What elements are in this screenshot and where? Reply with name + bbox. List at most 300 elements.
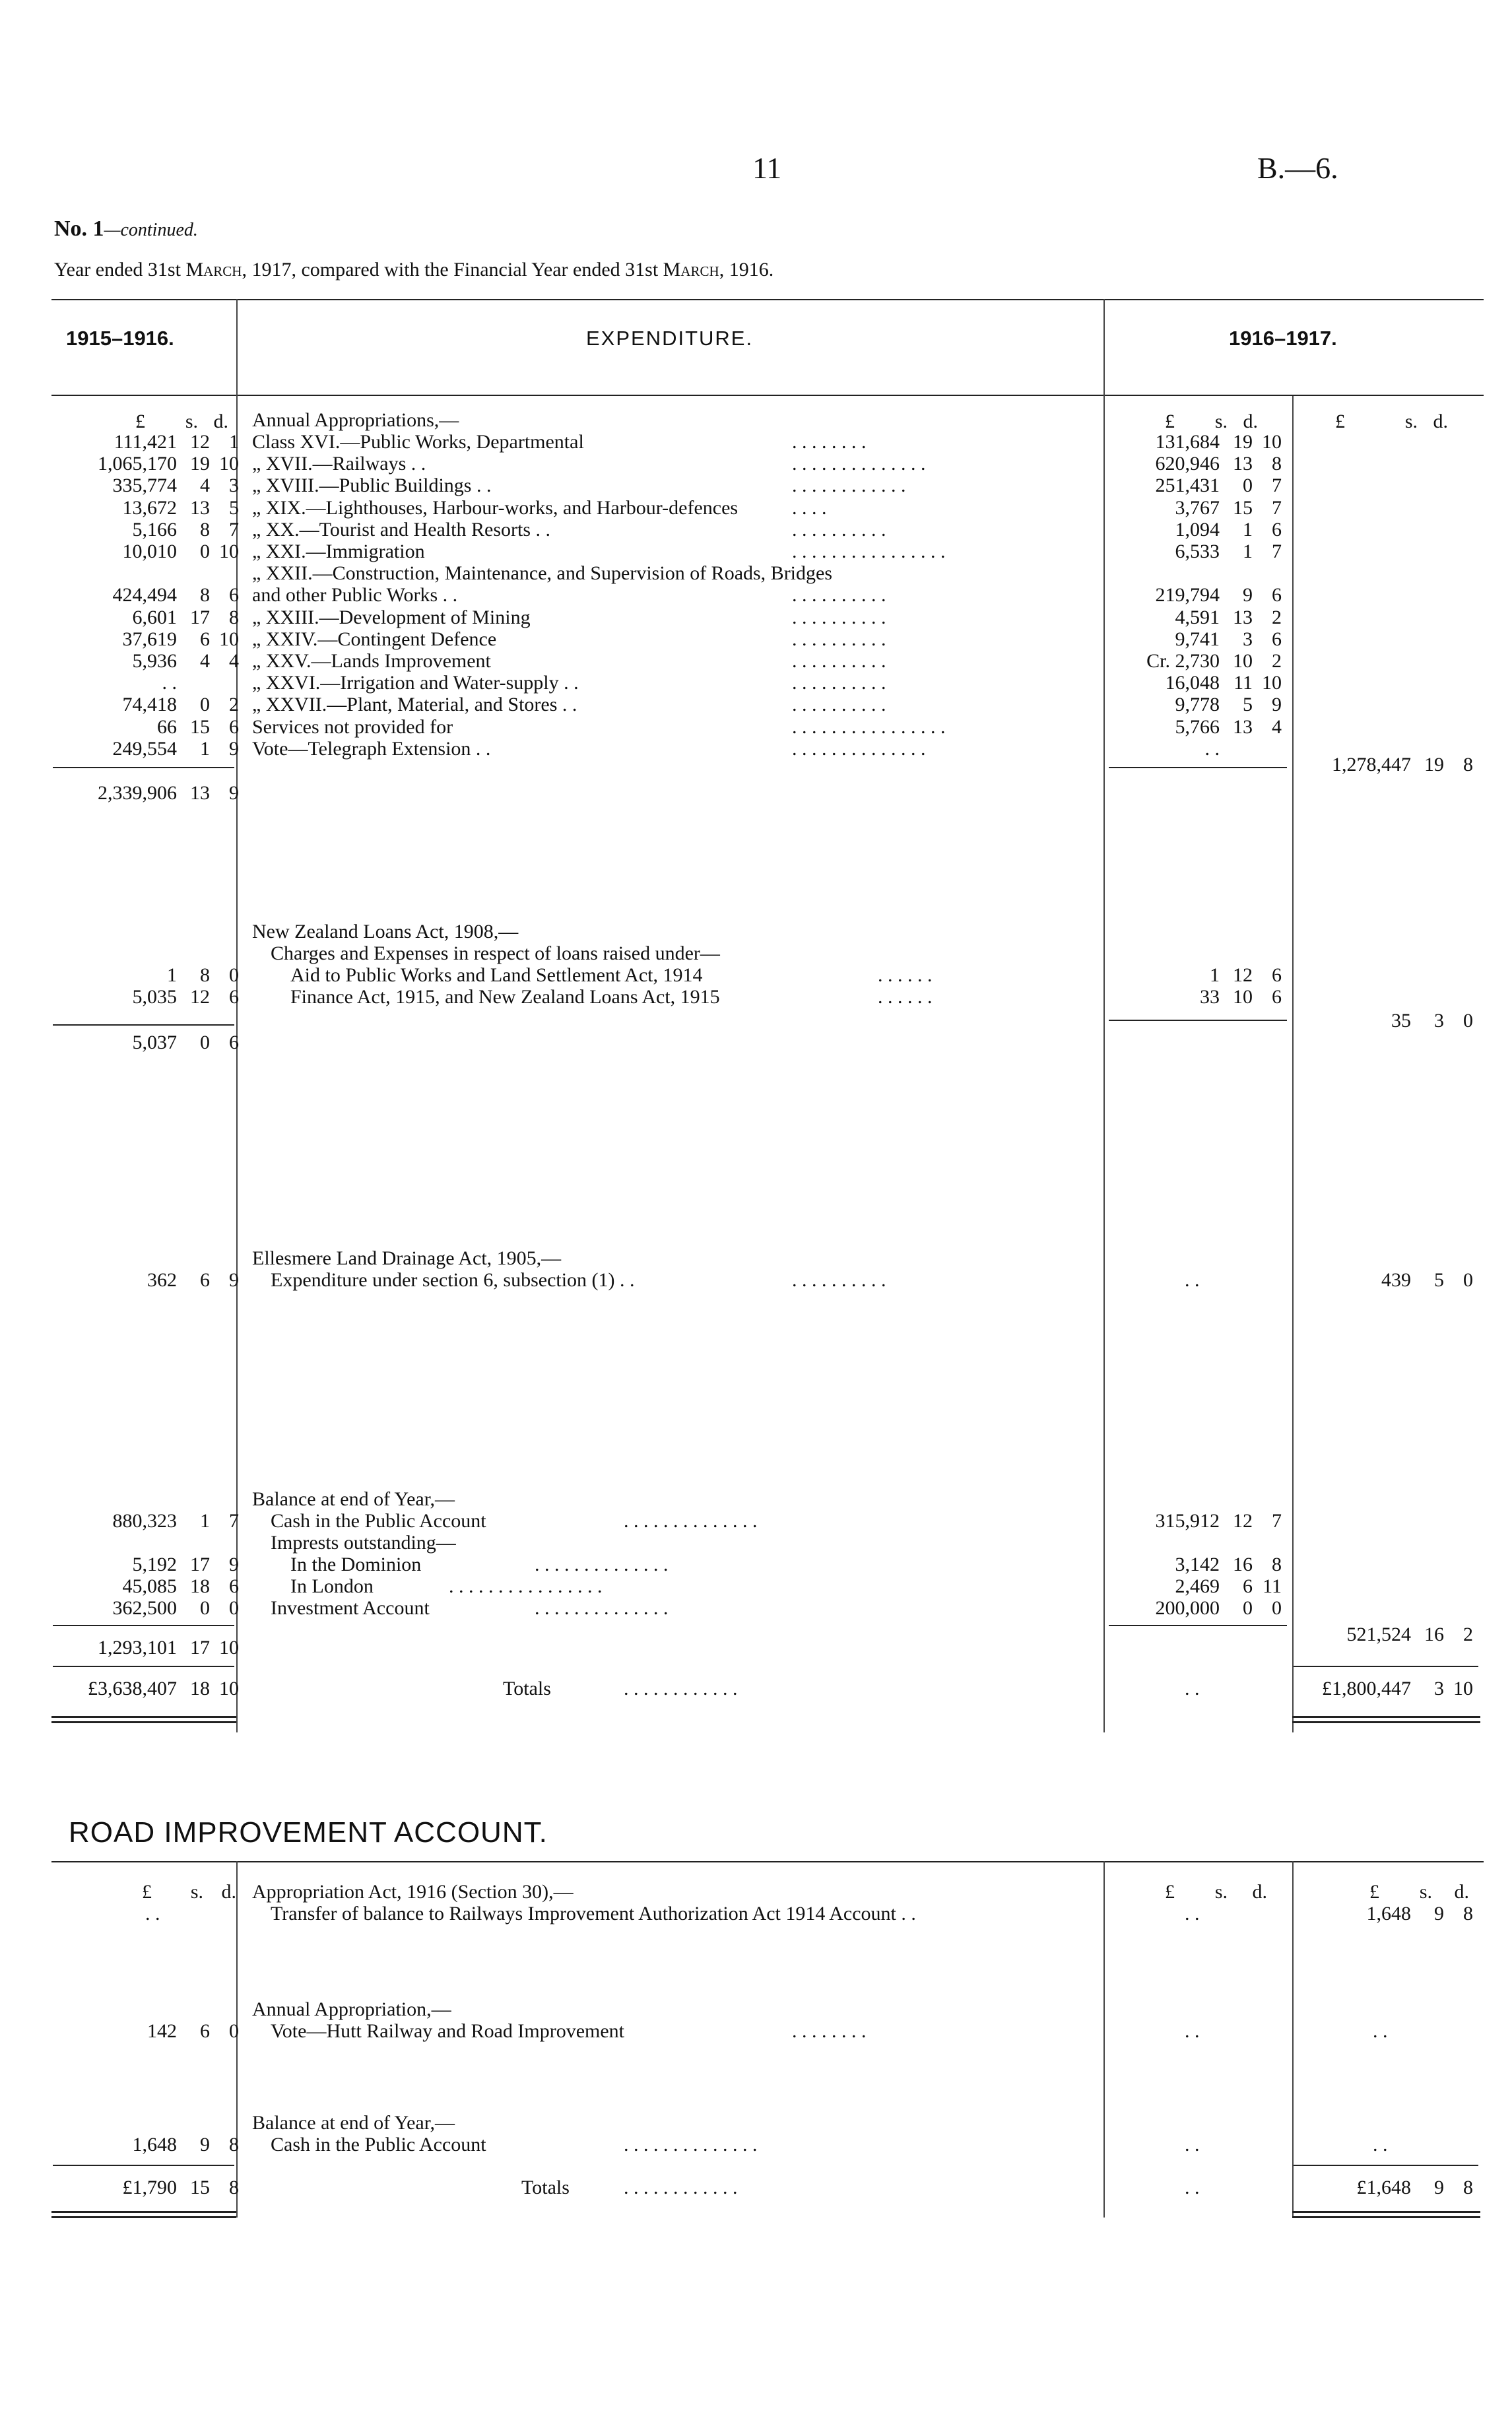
document-reference: B.—6. (1257, 151, 1338, 185)
rule (1292, 1721, 1480, 1723)
amount-pounds: 111,421 (114, 431, 177, 453)
amount-shillings: 8 (200, 964, 210, 986)
amount-pounds: £3,638,407 (88, 1678, 177, 1699)
amount-pounds: 1,293,101 (98, 1637, 177, 1659)
amount-pounds: 880,323 (112, 1510, 177, 1532)
amount-pence: 6 (1272, 964, 1282, 986)
road-annual-curr: . . (1373, 2020, 1388, 2042)
ellesmere-curr-inner: . . (1185, 1269, 1200, 1291)
amount-pence: 10 (1262, 672, 1282, 694)
amount-shillings: 13 (1233, 715, 1253, 738)
amount-shillings: 19 (1233, 431, 1253, 453)
amount-shillings: 5 (1434, 1269, 1444, 1291)
amount-pence: 6 (229, 715, 239, 738)
amount-shillings: 12 (190, 986, 210, 1008)
row-amount-prev (53, 541, 239, 563)
amount-pence: 9 (229, 1269, 239, 1291)
row-amount-curr (1102, 716, 1282, 739)
amount-pounds: 3,767 (1175, 496, 1220, 519)
amount-pence: 10 (219, 1637, 239, 1659)
rule (53, 767, 234, 768)
dominion-prev (53, 1554, 239, 1576)
cash-prev (53, 1510, 239, 1532)
rule (1294, 1666, 1478, 1667)
amount-pence: 0 (1272, 1597, 1282, 1619)
leader-dots: . . . . . . . . . . (792, 672, 886, 694)
subtitle-month: March (663, 259, 719, 280)
amount-shillings: 6 (200, 2020, 210, 2042)
row-label: and other Public Works . . (252, 584, 458, 607)
amount-pounds: 521,524 (1346, 1624, 1411, 1645)
leader-dots: . . . . . . . . . . . . . . . . (449, 1575, 603, 1597)
amount-shillings: 0 (1243, 1597, 1253, 1619)
row-amount-curr (1102, 607, 1282, 629)
rule (1109, 1625, 1287, 1626)
amount-pence: 6 (1272, 628, 1282, 650)
amount-shillings: 16 (1424, 1624, 1444, 1645)
amount-pence: 0 (229, 2020, 239, 2042)
amount-shillings: 0 (200, 1032, 210, 1053)
amount-pence: 2 (229, 694, 239, 716)
amount-shillings: 17 (190, 1554, 210, 1575)
leader-dots: . . . . . . . . . . (792, 606, 886, 628)
amount-pence: 7 (1272, 475, 1282, 497)
amount-pence: 0 (1463, 1269, 1473, 1291)
amount-pounds: 424,494 (112, 584, 177, 607)
row-label: „ XXVII.—Plant, Material, and Stores . . (252, 694, 577, 716)
leader-dots: . . . . . . . . . . . . . . (535, 1597, 669, 1619)
shillings-unit: s. (1419, 1881, 1432, 1903)
pounds-unit: £ (1369, 1881, 1379, 1903)
ellesmere-prev (53, 1269, 239, 1292)
road-balance-curr-inner: . . (1185, 2134, 1200, 2155)
leader-dots: . . . . . . . . . . (792, 584, 886, 607)
amount-pence: 6 (229, 1575, 239, 1597)
ellesmere-heading: Ellesmere Land Drainage Act, 1905,— (252, 1247, 562, 1269)
amount-pounds: 362 (147, 1269, 177, 1291)
leader-dots: . . . . . . . . . . (792, 694, 886, 716)
pounds-unit: £ (1335, 411, 1345, 432)
leader-dots: . . . . . . . . . . . . . . (792, 453, 926, 475)
amount-pence: 6 (1272, 584, 1282, 607)
row-label: Aid to Public Works and Land Settlement Act, 1914 (290, 964, 703, 986)
leader-dots: . . . . . . . . . . . . . . (535, 1554, 669, 1575)
amount-pence: 4 (1272, 715, 1282, 738)
road-totals-curr (1294, 2177, 1473, 2199)
row-amount-prev (53, 607, 239, 629)
amount-shillings: 6 (1243, 1575, 1253, 1597)
road-annual-prev (53, 2020, 239, 2043)
amount-pounds: 131,684 (1155, 431, 1220, 453)
amount-shillings: 15 (1233, 496, 1253, 519)
road-unit-header-prev (53, 1881, 236, 1903)
amount-pence: 10 (1262, 431, 1282, 453)
row-amount-curr (1102, 541, 1282, 563)
amount-pence: 8 (229, 2134, 239, 2155)
amount-shillings: 9 (1434, 1903, 1444, 1924)
amount-shillings: 4 (200, 475, 210, 497)
row-label: „ XXVI.—Irrigation and Water-supply . . (252, 672, 579, 694)
road-balance-heading: Balance at end of Year,— (252, 2112, 455, 2134)
london-label: In London (290, 1575, 374, 1597)
row-amount-curr (1102, 738, 1282, 760)
amount-pounds: 2,469 (1175, 1575, 1220, 1597)
amount-pence: 0 (229, 964, 239, 986)
row-amount-curr (1102, 986, 1282, 1008)
row-label: Vote—Telegraph Extension . . (252, 737, 491, 760)
amount-pounds: . . (1204, 737, 1220, 760)
amount-pounds: 362,500 (112, 1597, 177, 1619)
row-amount-curr (1102, 672, 1282, 694)
amount-shillings: 0 (200, 541, 210, 562)
amount-pence: 9 (229, 782, 239, 804)
annual-total-prev (53, 782, 239, 805)
cash-label: Cash in the Public Account (271, 1510, 486, 1532)
amount-pence: 4 (229, 650, 239, 672)
row-amount-prev (53, 964, 239, 987)
road-balance-curr: . . (1373, 2134, 1388, 2155)
pence-unit: d. (1433, 411, 1448, 432)
amount-pence: 2 (1463, 1624, 1473, 1645)
amount-pence: 7 (229, 1510, 239, 1532)
leader-dots: . . . . (792, 496, 827, 519)
amount-shillings: 3 (1434, 1678, 1444, 1699)
column-divider (1103, 1861, 1105, 2218)
row-label: Services not provided for (252, 715, 453, 738)
row-amount-prev (53, 584, 239, 607)
loans-total-curr (1294, 1010, 1473, 1032)
totals-curr-inner: . . (1185, 1678, 1200, 1699)
rule (51, 395, 1484, 396)
amount-pence: 10 (219, 453, 239, 475)
leader-dots: . . . . . . (878, 986, 933, 1008)
amount-pounds: 1,648 (1366, 1903, 1411, 1924)
amount-pence: 8 (1272, 1554, 1282, 1575)
continued-label: —continued. (104, 220, 198, 240)
rule (53, 1625, 234, 1626)
amount-shillings: 8 (200, 584, 210, 607)
amount-shillings: 17 (190, 1637, 210, 1659)
road-appropriation-curr-inner: . . (1185, 1903, 1200, 1924)
amount-shillings: 1 (1243, 518, 1253, 541)
amount-pence: 6 (1272, 986, 1282, 1008)
amount-pounds: 5,936 (132, 650, 177, 672)
amount-pounds: 6,601 (132, 606, 177, 628)
row-label: „ XXIII.—Development of Mining (252, 606, 531, 628)
row-amount-prev (53, 453, 239, 475)
amount-pence: 7 (229, 518, 239, 541)
loans-subheading: Charges and Expenses in respect of loans raised under— (271, 942, 720, 964)
ellesmere-label: Expenditure under section 6, subsection (1) . . (271, 1269, 635, 1291)
road-annual-curr-inner: . . (1185, 2020, 1200, 2042)
table-number (54, 216, 198, 242)
rule (1294, 2165, 1478, 2166)
totals-prev (53, 1678, 239, 1700)
row-amount-curr (1102, 519, 1282, 541)
amount-shillings: 1 (200, 737, 210, 760)
rule (51, 299, 1484, 300)
amount-pence: 5 (229, 496, 239, 519)
amount-shillings: 15 (190, 715, 210, 738)
amount-pence: 7 (1272, 541, 1282, 562)
amount-pence: 8 (1463, 2177, 1473, 2198)
rule (1292, 2216, 1480, 2218)
pounds-unit: £ (1165, 1881, 1175, 1903)
leader-dots: . . . . . . . . . . (792, 1269, 886, 1291)
pence-unit: d. (213, 411, 228, 432)
leader-dots: . . . . . . . . . . . . . . (792, 737, 926, 760)
row-amount-curr (1102, 628, 1282, 651)
amount-shillings: 0 (1243, 475, 1253, 497)
unit-header-curr (1299, 411, 1448, 433)
rule (1292, 1716, 1480, 1718)
road-appropriation-heading: Appropriation Act, 1916 (Section 30),— (252, 1881, 574, 1903)
amount-pounds: 5,035 (132, 986, 177, 1008)
row-amount-prev (53, 475, 239, 497)
column-divider (1292, 396, 1294, 1732)
amount-pounds: 5,192 (132, 1554, 177, 1575)
amount-pence: 6 (229, 1032, 239, 1053)
amount-shillings: 18 (190, 1678, 210, 1699)
amount-pence: 2 (1272, 650, 1282, 672)
row-amount-curr (1102, 562, 1282, 585)
amount-pence: 6 (1272, 518, 1282, 541)
road-annual-heading: Annual Appropriation,— (252, 1998, 451, 2020)
amount-shillings: 10 (1233, 986, 1253, 1008)
amount-pounds: 5,766 (1175, 715, 1220, 738)
road-balance-label: Cash in the Public Account (271, 2134, 486, 2155)
rule (53, 1024, 234, 1026)
annual-total-curr (1294, 754, 1473, 776)
amount-shillings: 13 (1233, 606, 1253, 628)
subtitle-text: , 1916. (719, 259, 774, 280)
row-amount-curr (1102, 453, 1282, 475)
row-amount-curr (1102, 964, 1282, 987)
column-header-expenditure: EXPENDITURE. (586, 327, 754, 350)
row-amount-prev (53, 694, 239, 716)
leader-dots: . . . . . . . . . . . . (624, 2177, 738, 2198)
row-label: „ XXII.—Construction, Maintenance, and Supervision of Roads, Bridges (252, 562, 833, 585)
amount-pence: 10 (219, 541, 239, 562)
dominion-label: In the Dominion (290, 1554, 422, 1575)
amount-pence: 7 (1272, 1510, 1282, 1532)
shillings-unit: s. (190, 1881, 203, 1903)
pounds-unit: £ (142, 1881, 152, 1903)
amount-pence: 2 (1272, 606, 1282, 628)
row-amount-prev (53, 562, 239, 585)
imprests-heading: Imprests outstanding— (271, 1532, 456, 1554)
london-prev (53, 1575, 239, 1598)
amount-shillings: 6 (200, 1269, 210, 1291)
row-label: „ XX.—Tourist and Health Resorts . . (252, 518, 550, 541)
row-label: Class XVI.—Public Works, Departmental (252, 431, 584, 453)
amount-pounds: 3,142 (1175, 1554, 1220, 1575)
pounds-unit: £ (135, 411, 145, 432)
leader-dots: . . . . . . . . . . . . . . (624, 1510, 758, 1532)
amount-pounds: 45,085 (122, 1575, 177, 1597)
dominion-curr (1102, 1554, 1282, 1576)
annual-appropriations-heading: Annual Appropriations,— (252, 409, 459, 431)
amount-pounds: 16,048 (1165, 672, 1220, 694)
row-amount-curr (1102, 694, 1282, 716)
row-amount-curr (1102, 431, 1282, 453)
amount-pounds: 249,554 (112, 737, 177, 760)
road-unit-header-curr-inner (1109, 1881, 1267, 1903)
rule (53, 1666, 234, 1667)
amount-shillings: 13 (1233, 453, 1253, 475)
amount-pounds: 1,648 (132, 2134, 177, 2155)
row-amount-curr (1102, 475, 1282, 497)
unit-header-prev (53, 411, 228, 433)
pence-unit: d. (1454, 1881, 1469, 1903)
amount-pounds: 9,778 (1175, 694, 1220, 716)
unit-header-curr-inner (1109, 411, 1258, 433)
rule (1109, 1020, 1287, 1021)
amount-pence: 8 (229, 606, 239, 628)
leader-dots: . . . . . . . . (792, 431, 867, 453)
amount-pence: 8 (1463, 1903, 1473, 1924)
row-amount-curr (1102, 497, 1282, 519)
amount-pence: 10 (219, 1678, 239, 1699)
road-balance-prev (53, 2134, 239, 2156)
pence-unit: d. (1243, 411, 1258, 432)
rule (51, 1716, 236, 1718)
road-totals-label: Totals (521, 2177, 570, 2198)
rule (1292, 2211, 1480, 2213)
amount-shillings: 0 (200, 694, 210, 716)
row-label: „ XVIII.—Public Buildings . . (252, 475, 492, 497)
amount-pounds: 35 (1391, 1010, 1411, 1032)
amount-pounds: 1 (1210, 964, 1220, 986)
leader-dots: . . . . . . . . . . . . (792, 475, 906, 497)
leader-dots: . . . . . . . . . . . . (624, 1678, 738, 1699)
balance-total-curr (1294, 1624, 1473, 1646)
amount-pence: 8 (1463, 754, 1473, 775)
row-amount-prev (53, 672, 239, 694)
row-label: „ XXIV.—Contingent Defence (252, 628, 497, 650)
amount-pence: 11 (1263, 1575, 1282, 1597)
amount-pounds: 4,591 (1175, 606, 1220, 628)
amount-pence: 8 (1272, 453, 1282, 475)
amount-pounds: 200,000 (1155, 1597, 1220, 1619)
amount-pounds: 1 (167, 964, 177, 986)
amount-pence: 8 (229, 2177, 239, 2198)
amount-shillings: 17 (190, 606, 210, 628)
amount-shillings: 13 (190, 782, 210, 804)
row-amount-prev (53, 628, 239, 651)
row-amount-prev (53, 650, 239, 673)
leader-dots: . . . . . . . . . . . . . . . . (792, 715, 946, 738)
road-appropriation-label: Transfer of balance to Railways Improvement Authorization Act 1914 Account . . (271, 1903, 916, 1924)
amount-pounds: 1,278,447 (1332, 754, 1411, 775)
amount-pence: 3 (229, 475, 239, 497)
amount-pence: 9 (229, 1554, 239, 1575)
shillings-unit: s. (185, 411, 198, 432)
amount-shillings: 18 (190, 1575, 210, 1597)
london-curr (1102, 1575, 1282, 1598)
amount-pence: 6 (229, 584, 239, 607)
amount-pounds: 66 (157, 715, 177, 738)
investment-curr (1102, 1597, 1282, 1620)
amount-pence: 7 (1272, 496, 1282, 519)
amount-pounds: 9,741 (1175, 628, 1220, 650)
amount-pence: 1 (229, 431, 239, 453)
amount-pounds: 37,619 (122, 628, 177, 650)
amount-shillings: 11 (1233, 672, 1253, 694)
rule (1109, 767, 1287, 768)
amount-pence: 9 (229, 737, 239, 760)
investment-prev (53, 1597, 239, 1620)
road-appropriation-prev: . . (145, 1903, 160, 1924)
leader-dots: . . . . . . . . . . . . . . (624, 2134, 758, 2155)
row-amount-prev (53, 519, 239, 541)
amount-shillings: 1 (200, 1510, 210, 1532)
row-amount-prev (53, 986, 239, 1008)
leader-dots: . . . . . . (878, 964, 933, 986)
investment-label: Investment Account (271, 1597, 430, 1619)
amount-pence: 0 (229, 1597, 239, 1619)
amount-pounds: 335,774 (112, 475, 177, 497)
amount-shillings: 1 (1243, 541, 1253, 562)
amount-pounds: 2,339,906 (98, 782, 177, 804)
page-number: 11 (752, 151, 782, 185)
amount-pounds: 142 (147, 2020, 177, 2042)
amount-shillings: 19 (1424, 754, 1444, 775)
totals-label: Totals (503, 1678, 551, 1699)
loans-heading: New Zealand Loans Act, 1908,— (252, 921, 519, 942)
subtitle-month: March (185, 259, 242, 280)
road-totals-prev (53, 2177, 239, 2199)
loans-total-prev (53, 1032, 239, 1054)
shillings-unit: s. (1214, 411, 1228, 432)
amount-pounds: 13,672 (122, 496, 177, 519)
row-label: „ XXV.—Lands Improvement (252, 650, 491, 672)
amount-pence: 10 (219, 628, 239, 650)
amount-shillings: 9 (1434, 2177, 1444, 2198)
pounds-unit: £ (1165, 411, 1175, 432)
rule (51, 1721, 236, 1723)
amount-pence: 10 (1453, 1678, 1473, 1699)
leader-dots: . . . . . . . . (792, 2020, 867, 2042)
row-label: „ XIX.—Lighthouses, Harbour-works, and Harbour-defences (252, 496, 739, 519)
row-amount-prev (53, 738, 239, 760)
amount-shillings: 4 (200, 650, 210, 672)
totals-curr (1294, 1678, 1473, 1700)
amount-pounds: 33 (1200, 986, 1220, 1008)
road-appropriation-curr (1294, 1903, 1473, 1925)
amount-shillings: 15 (190, 2177, 210, 2198)
amount-pounds: 6,533 (1175, 541, 1220, 562)
amount-pounds: 620,946 (1155, 453, 1220, 475)
row-label: Finance Act, 1915, and New Zealand Loans Act, 1915 (290, 986, 720, 1008)
row-amount-prev (53, 716, 239, 739)
amount-pounds: 1,094 (1175, 518, 1220, 541)
amount-pence: 9 (1272, 694, 1282, 716)
row-amount-curr (1102, 650, 1282, 673)
row-label: „ XXI.—Immigration (252, 541, 425, 562)
amount-shillings: 16 (1233, 1554, 1253, 1575)
leader-dots: . . . . . . . . . . (792, 628, 886, 650)
amount-shillings: 9 (200, 2134, 210, 2155)
amount-pence: 6 (229, 986, 239, 1008)
row-amount-prev (53, 497, 239, 519)
pence-unit: d. (1252, 1881, 1267, 1903)
cash-curr (1102, 1510, 1282, 1532)
amount-pounds: 1,065,170 (98, 453, 177, 475)
amount-shillings: 12 (1233, 1510, 1253, 1532)
amount-shillings: 6 (200, 628, 210, 650)
row-amount-curr (1102, 584, 1282, 607)
